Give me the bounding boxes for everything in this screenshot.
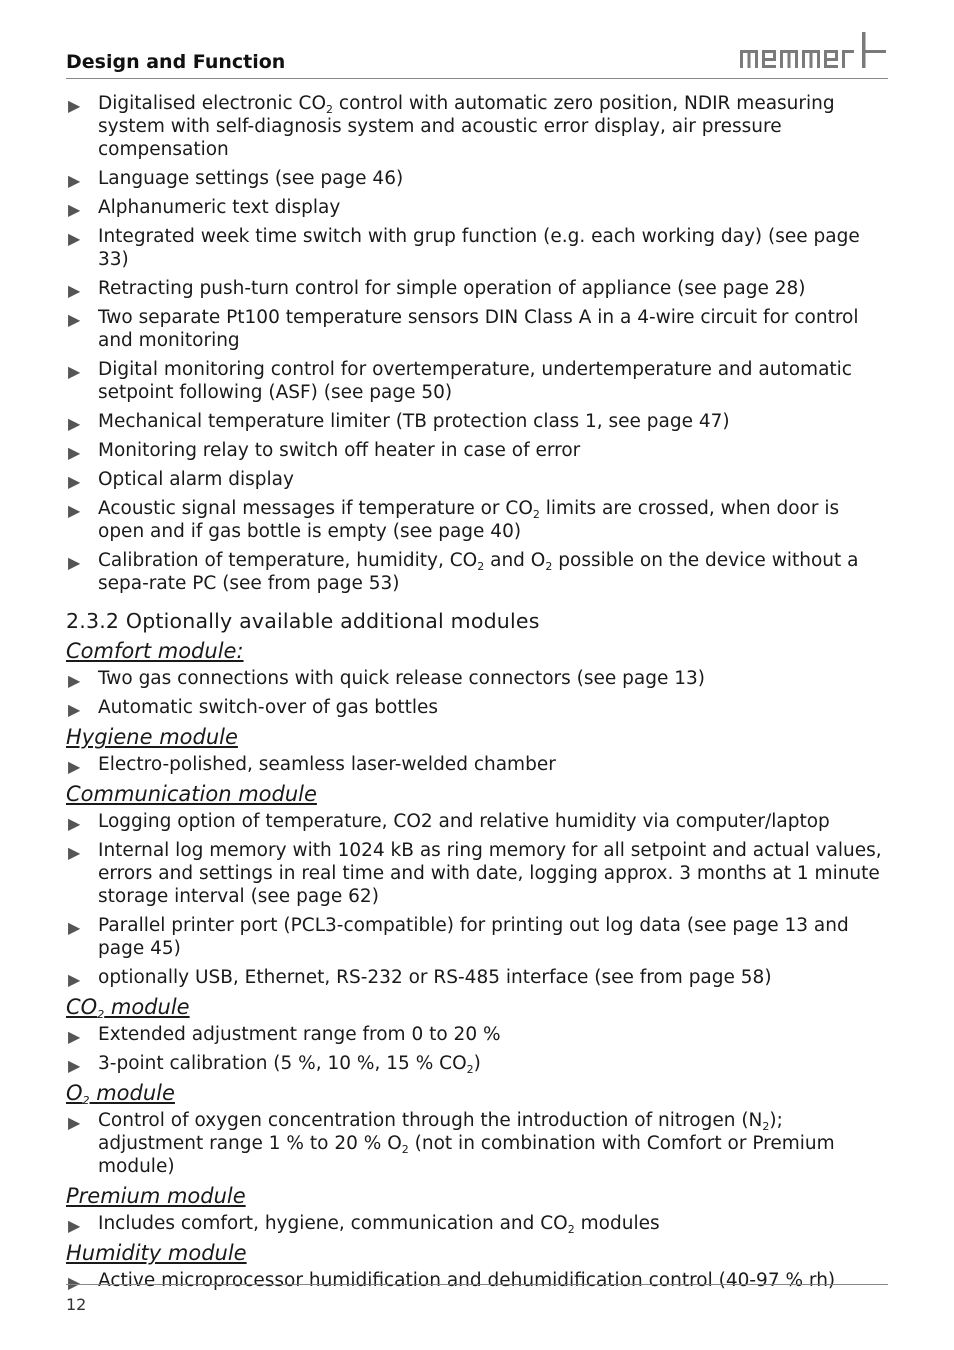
item-text-pre: Acoustic signal messages if temperature or CO	[98, 498, 533, 519]
item-text-mid: ); adjustment range 1 % to 20 % O	[98, 1110, 783, 1154]
item-text-sub: 2	[477, 560, 485, 573]
list-item	[66, 667, 888, 690]
list-item	[66, 196, 888, 219]
humidity-module-title: Humidity module	[66, 1241, 247, 1265]
item-text-post: (not in combination with Comfort or Premium module)	[98, 1133, 835, 1177]
item-text-pre: Electro-polished, seamless laser-welded chamber	[98, 754, 556, 775]
list-item	[66, 92, 888, 161]
item-text-post: modules	[574, 1213, 660, 1234]
item-text-pre: optionally USB, Ethernet, RS-232 or RS-485 interface (see from page 58)	[98, 967, 772, 988]
header-title: Design and Function	[66, 51, 286, 73]
bullet-arrow-icon: ▶	[68, 96, 81, 115]
list-item	[66, 410, 888, 433]
list-item	[66, 1269, 888, 1292]
list-item	[66, 549, 888, 595]
item-text-pre: Digital monitoring control for overtemperature, undertemperature and automatic setpoint following (ASF) (see page 50)	[98, 359, 852, 403]
humidity-module-list	[66, 1269, 888, 1292]
list-item	[66, 1023, 888, 1046]
list-item	[66, 753, 888, 776]
item-text-sub2: 2	[545, 560, 553, 573]
item-text-pre: Integrated week time switch with grup function (e.g. each working day) (see page 33)	[98, 226, 860, 270]
item-text-sub2: 2	[401, 1143, 409, 1156]
bullet-arrow-icon: ▶	[68, 970, 81, 989]
bullet-arrow-icon: ▶	[68, 472, 81, 491]
item-text-pre: Two separate Pt100 temperature sensors DIN Class A in a 4-wire circuit for control and monitoring	[98, 307, 859, 351]
item-text-pre: Extended adjustment range from 0 to 20 %	[98, 1024, 501, 1045]
item-text-sub: 2	[567, 1223, 575, 1236]
item-text-pre: Monitoring relay to switch off heater in case of error	[98, 440, 581, 461]
list-item	[66, 839, 888, 908]
item-text-pre: Active microprocessor humidification and dehumidification control (40-97 % rh)	[98, 1270, 836, 1291]
co2-module-list	[66, 1023, 888, 1075]
item-text-pre: Parallel printer port (PCL3-compatible) for printing out log data (see page 13 and page 45)	[98, 915, 849, 959]
communication-module-list	[66, 810, 888, 989]
co2-title-sub: 2	[97, 1008, 105, 1021]
bullet-arrow-icon: ▶	[68, 362, 81, 381]
item-text-pre: Control of oxygen concentration through the introduction of nitrogen (N	[98, 1110, 763, 1131]
bullet-arrow-icon: ▶	[68, 843, 81, 862]
hygiene-module-title: Hygiene module	[66, 725, 238, 749]
item-text-pre: Includes comfort, hygiene, communication and CO	[98, 1213, 568, 1234]
communication-module-title: Communication module	[66, 782, 317, 806]
page-header	[66, 30, 888, 79]
item-text-pre: Two gas connections with quick release connectors (see page 13)	[98, 668, 705, 689]
o2-module-list	[66, 1109, 888, 1178]
section-heading: 2.3.2 Optionally available additional modules	[66, 609, 540, 633]
o2-module-title	[66, 1081, 888, 1105]
memmert-logo-icon	[736, 30, 888, 72]
item-text-sub: 2	[532, 508, 540, 521]
page-number: 12	[66, 1295, 87, 1314]
item-text-post: limits are crossed, when door is open and if gas bottle is empty (see page 40)	[98, 498, 840, 542]
item-text-sub: 2	[762, 1120, 770, 1133]
premium-module-title: Premium module	[66, 1184, 246, 1208]
bullet-arrow-icon: ▶	[68, 310, 81, 329]
item-text-pre: Automatic switch-over of gas bottles	[98, 697, 439, 718]
item-text-pre: Mechanical temperature limiter (TB protection class 1, see page 47)	[98, 411, 730, 432]
list-item	[66, 1109, 888, 1178]
list-item	[66, 225, 888, 271]
page-footer	[66, 1284, 888, 1314]
feature-list	[66, 92, 888, 595]
list-item	[66, 497, 888, 543]
item-text-pre: Logging option of temperature, CO2 and relative humidity via computer/laptop	[98, 811, 830, 832]
list-item	[66, 966, 888, 989]
item-text-pre: Internal log memory with 1024 kB as ring memory for all setpoint and actual values, errors and settings in real time and with date, logging approx. 3 months at 1 minute storage interval (see page 62)	[98, 840, 882, 907]
comfort-module-title: Comfort module:	[66, 639, 244, 663]
comfort-module-list	[66, 667, 888, 719]
o2-title-post: module	[89, 1081, 175, 1105]
list-item	[66, 1212, 888, 1235]
item-text-mid: and O	[484, 550, 546, 571]
item-text-post: )	[473, 1053, 481, 1074]
bullet-arrow-icon: ▶	[68, 671, 81, 690]
bullet-arrow-icon: ▶	[68, 918, 81, 937]
list-item	[66, 277, 888, 300]
item-text-pre: Optical alarm display	[98, 469, 294, 490]
item-text-pre: Alphanumeric text display	[98, 197, 341, 218]
bullet-arrow-icon: ▶	[68, 553, 81, 572]
list-item	[66, 696, 888, 719]
bullet-arrow-icon: ▶	[68, 700, 81, 719]
item-text-pre: Retracting push-turn control for simple operation of appliance (see page 28)	[98, 278, 806, 299]
o2-title-sub: 2	[82, 1094, 90, 1107]
list-item	[66, 306, 888, 352]
item-text-sub: 2	[466, 1063, 474, 1076]
co2-title-pre: CO	[66, 995, 98, 1019]
bullet-arrow-icon: ▶	[68, 1113, 81, 1132]
list-item	[66, 468, 888, 491]
bullet-arrow-icon: ▶	[68, 814, 81, 833]
item-text-post: possible on the device without a sepa-rate PC (see from page 53)	[98, 550, 859, 594]
item-text-pre: Calibration of temperature, humidity, CO	[98, 550, 478, 571]
list-item	[66, 167, 888, 190]
bullet-arrow-icon: ▶	[68, 1273, 81, 1292]
item-text-pre: Digitalised electronic CO	[98, 93, 327, 114]
bullet-arrow-icon: ▶	[68, 1216, 81, 1235]
list-item	[66, 1052, 888, 1075]
o2-title-pre: O	[66, 1081, 83, 1105]
bullet-arrow-icon: ▶	[68, 171, 81, 190]
bullet-arrow-icon: ▶	[68, 414, 81, 433]
bullet-arrow-icon: ▶	[68, 443, 81, 462]
item-text-pre: 3-point calibration (5 %, 10 %, 15 % CO	[98, 1053, 467, 1074]
co2-module-title	[66, 995, 888, 1019]
hygiene-module-list	[66, 753, 888, 776]
list-item	[66, 358, 888, 404]
bullet-arrow-icon: ▶	[68, 1056, 81, 1075]
bullet-arrow-icon: ▶	[68, 757, 81, 776]
item-text-post: control with automatic zero position, NDIR measuring system with self-diagnosis system and acoustic error display, air pressure compensation	[98, 93, 835, 160]
list-item	[66, 810, 888, 833]
list-item	[66, 914, 888, 960]
bullet-arrow-icon: ▶	[68, 501, 81, 520]
item-text-sub: 2	[326, 103, 334, 116]
bullet-arrow-icon: ▶	[68, 229, 81, 248]
bullet-arrow-icon: ▶	[68, 200, 81, 219]
document-body	[66, 92, 888, 1298]
premium-module-list	[66, 1212, 888, 1235]
co2-title-post: module	[104, 995, 190, 1019]
bullet-arrow-icon: ▶	[68, 281, 81, 300]
bullet-arrow-icon: ▶	[68, 1027, 81, 1046]
item-text-pre: Language settings (see page 46)	[98, 168, 404, 189]
list-item	[66, 439, 888, 462]
